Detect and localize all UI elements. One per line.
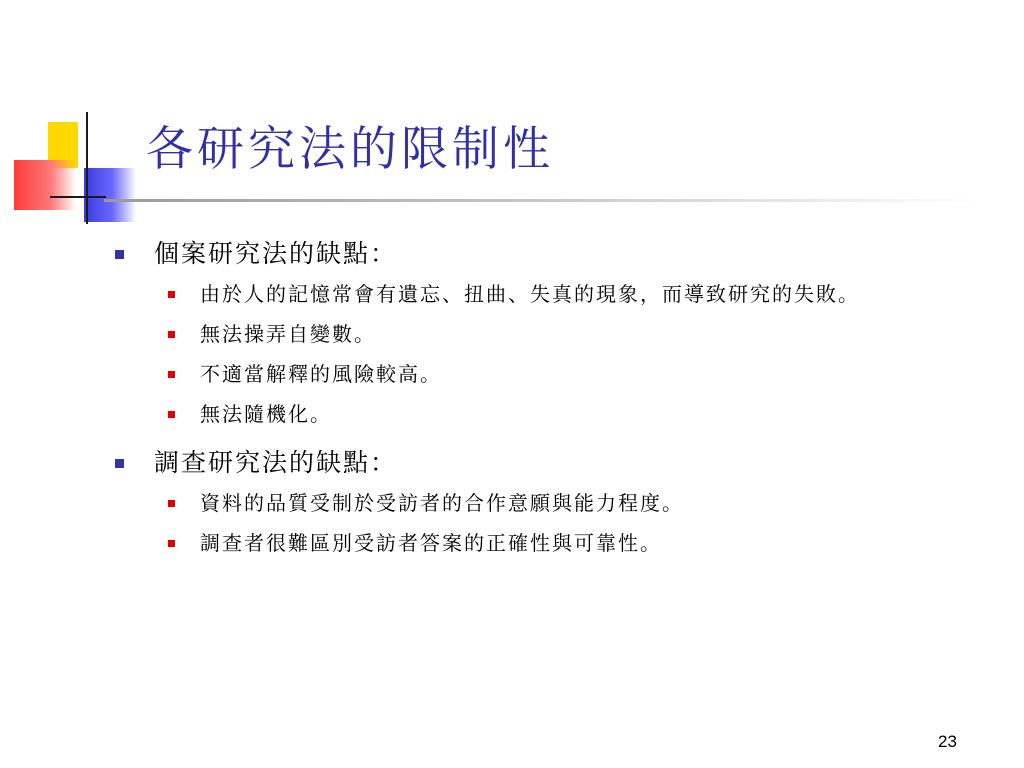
- decorative-vertical-line: [86, 112, 88, 224]
- level2-bullet-icon: [168, 371, 175, 378]
- slide-content: [112, 236, 1002, 569]
- decorative-horizontal-line: [50, 196, 106, 198]
- section-survey-research: [112, 445, 1002, 558]
- level1-bullet-icon: [115, 250, 124, 259]
- list-item-text: 不適當解釋的風險較高。: [200, 362, 442, 386]
- decorative-blue-square: [84, 168, 136, 222]
- list-item: [112, 320, 1002, 349]
- list-item: [112, 400, 1002, 429]
- list-item: [112, 360, 1002, 389]
- section-heading-text: 個案研究法的缺點：: [154, 239, 398, 268]
- section-heading-text: 調查研究法的缺點：: [154, 448, 398, 477]
- page-number: 23: [938, 732, 957, 751]
- bullet-list: [112, 280, 1002, 429]
- slide-title: 各研究法的限制性: [146, 122, 554, 177]
- decorative-red-square: [14, 160, 76, 210]
- title-underline-rule: [104, 199, 984, 202]
- list-item: [112, 529, 1002, 558]
- list-item: [112, 280, 1002, 309]
- list-item: [112, 489, 1002, 518]
- level2-bullet-icon: [168, 331, 175, 338]
- list-item-text: 無法隨機化。: [200, 402, 332, 426]
- list-item-text: 調查者很難區別受訪者答案的正確性與可靠性。: [200, 531, 662, 555]
- list-item-text: 無法操弄自變數。: [200, 322, 376, 346]
- section-heading: [112, 445, 1002, 481]
- level2-bullet-icon: [168, 540, 175, 547]
- bullet-list: [112, 489, 1002, 558]
- level2-bullet-icon: [168, 291, 175, 298]
- level2-bullet-icon: [168, 411, 175, 418]
- level1-bullet-icon: [115, 459, 124, 468]
- level2-bullet-icon: [168, 500, 175, 507]
- list-item-text: 由於人的記憶常會有遺忘、扭曲、失真的現象，而導致研究的失敗。: [200, 282, 860, 306]
- section-case-study: [112, 236, 1002, 429]
- list-item-text: 資料的品質受制於受訪者的合作意願與能力程度。: [200, 491, 684, 515]
- section-heading: [112, 236, 1002, 272]
